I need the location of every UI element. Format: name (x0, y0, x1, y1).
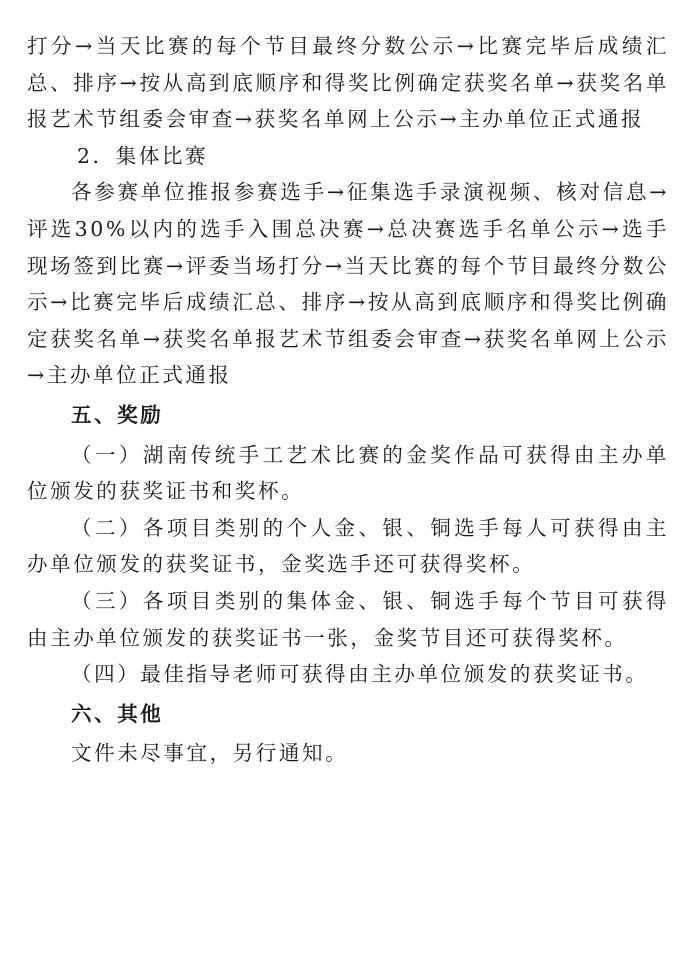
other-paragraph: 文件未尽事宜，另行通知。 (71, 741, 349, 766)
group-competition-subtitle: 2．集体比赛 (77, 143, 209, 168)
section-six-heading: 六、其他 (71, 701, 164, 726)
group-process-paragraph: 各参赛单位推报参赛选手→征集选手录演视频、核对信息→评选30%以内的选手入围总决赛→总决赛选手名单公示→选手现场签到比赛→评委当场打分→当天比赛的每个节目最终分数公示→比赛完毕后成绩汇总、排序→按从高到底顺序和得奖比例确定获奖名单→获奖名单报艺术节组委会审查→获奖名单网上公示→主办单位正式通报 (27, 180, 669, 388)
document-page (27, 28, 669, 772)
award-item-1: （一）湖南传统手工艺术比赛的金奖作品可获得由主办单位颁发的获奖证书和奖杯。 (27, 442, 669, 504)
award-item-2: （二）各项目类别的个人金、银、铜选手每人可获得由主办单位颁发的获奖证书，金奖选手还可获得奖杯。 (27, 515, 669, 577)
process-tail-paragraph: 打分→当天比赛的每个节目最终分数公示→比赛完毕后成绩汇总、排序→按从高到底顺序和得奖比例确定获奖名单→获奖名单报艺术节组委会审查→获奖名单网上公示→主办单位正式通报 (27, 34, 669, 132)
section-five-heading: 五、奖励 (71, 402, 164, 427)
award-item-4: （四）最佳指导老师可获得由主办单位颁发的获奖证书。 (71, 662, 649, 687)
award-item-3: （三）各项目类别的集体金、银、铜选手每个节目可获得由主办单位颁发的获奖证书一张，金奖节目还可获得奖杯。 (27, 588, 669, 650)
